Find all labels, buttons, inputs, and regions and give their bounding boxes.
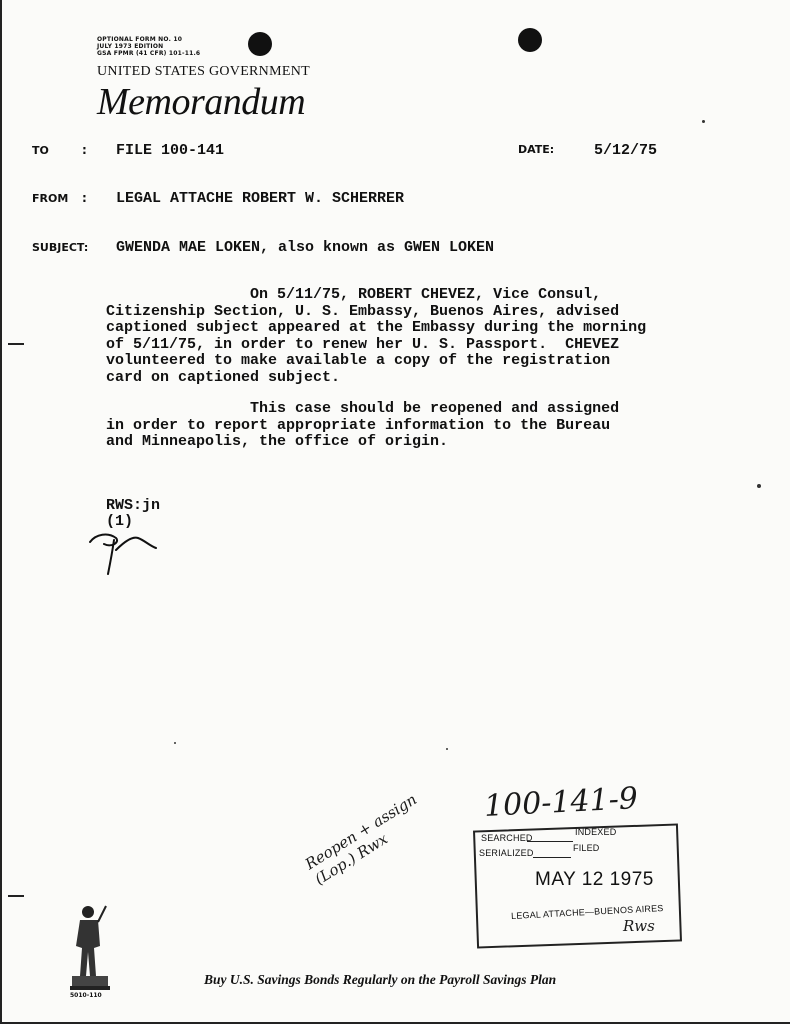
body-line: and Minneapolis, the office of origin. xyxy=(106,433,449,450)
stamp-searched: SEARCHED xyxy=(481,833,533,843)
speck xyxy=(174,742,176,744)
enclosure-count: (1) xyxy=(106,513,134,530)
body-paragraph-1 xyxy=(106,287,646,386)
form-code: 5010-110 xyxy=(70,992,102,999)
form-line: OPTIONAL FORM NO. 10 xyxy=(97,36,183,43)
handwritten-signature-icon xyxy=(86,520,166,578)
stamp-serialized: SERIALIZED xyxy=(479,848,534,858)
stamp-initials: Rws xyxy=(623,917,655,935)
body-line: captioned subject appeared at the Embassy during the morning xyxy=(106,319,647,336)
body-line: volunteered to make available a copy of the registration xyxy=(106,352,611,369)
stamp-office: LEGAL ATTACHE—BUENOS AIRES xyxy=(510,903,664,921)
margin-mark xyxy=(8,343,24,345)
body-paragraph-2 xyxy=(106,401,619,451)
handwritten-note: Reopen + assign (Lop.) Rwx xyxy=(302,790,420,889)
from-label: FROM xyxy=(32,192,69,205)
form-line: GSA FPMR (41 CFR) 101-11.6 xyxy=(97,50,201,57)
body-line: On 5/11/75, ROBERT CHEVEZ, Vice Consul, xyxy=(106,286,602,303)
received-stamp xyxy=(475,815,685,947)
form-identifier xyxy=(97,36,200,57)
to-label: TO xyxy=(32,144,49,157)
speck xyxy=(702,120,705,123)
subject-value: GWENDA MAE LOKEN, also known as GWEN LOKEN xyxy=(116,239,495,256)
stamp-indexed: INDEXED xyxy=(575,827,617,837)
punch-hole-icon xyxy=(518,28,542,52)
stamp-rule xyxy=(533,857,571,858)
agency-name: UNITED STATES GOVERNMENT xyxy=(97,64,310,79)
minuteman-emblem-icon xyxy=(68,902,112,992)
date-value: 5/12/75 xyxy=(594,142,658,159)
stamp-rule xyxy=(527,841,573,842)
subject-label: SUBJECT: xyxy=(32,241,89,254)
speck xyxy=(757,484,761,488)
body-line: of 5/11/75, in order to renew her U. S. Passport. CHEVEZ xyxy=(106,335,620,353)
memo-title: Memorandum xyxy=(97,81,306,123)
savings-bonds-footer: Buy U.S. Savings Bonds Regularly on the Payroll Savings Plan xyxy=(204,972,557,987)
form-line: JULY 1973 EDITION xyxy=(97,43,164,50)
stamp-filed: FILED xyxy=(573,843,600,853)
punch-hole-icon xyxy=(248,32,272,56)
body-line: This case should be reopened and assigned xyxy=(106,400,620,417)
from-value: LEGAL ATTACHE ROBERT W. SCHERRER xyxy=(116,190,405,207)
body-line: Citizenship Section, U. S. Embassy, Buenos Aires, advised xyxy=(106,302,620,320)
initials-line: RWS:jn xyxy=(106,497,161,514)
to-value: FILE 100-141 xyxy=(116,142,225,159)
handwritten-file-number: 100-141-9 xyxy=(483,780,639,825)
to-colon: : xyxy=(82,143,87,157)
from-colon: : xyxy=(82,191,87,205)
speck xyxy=(446,748,448,750)
date-label: DATE: xyxy=(518,143,555,156)
margin-mark xyxy=(8,895,24,897)
body-line: in order to report appropriate information to the Bureau xyxy=(106,416,611,434)
stamp-date: MAY 12 1975 xyxy=(535,869,654,890)
body-line: card on captioned subject. xyxy=(106,368,341,386)
